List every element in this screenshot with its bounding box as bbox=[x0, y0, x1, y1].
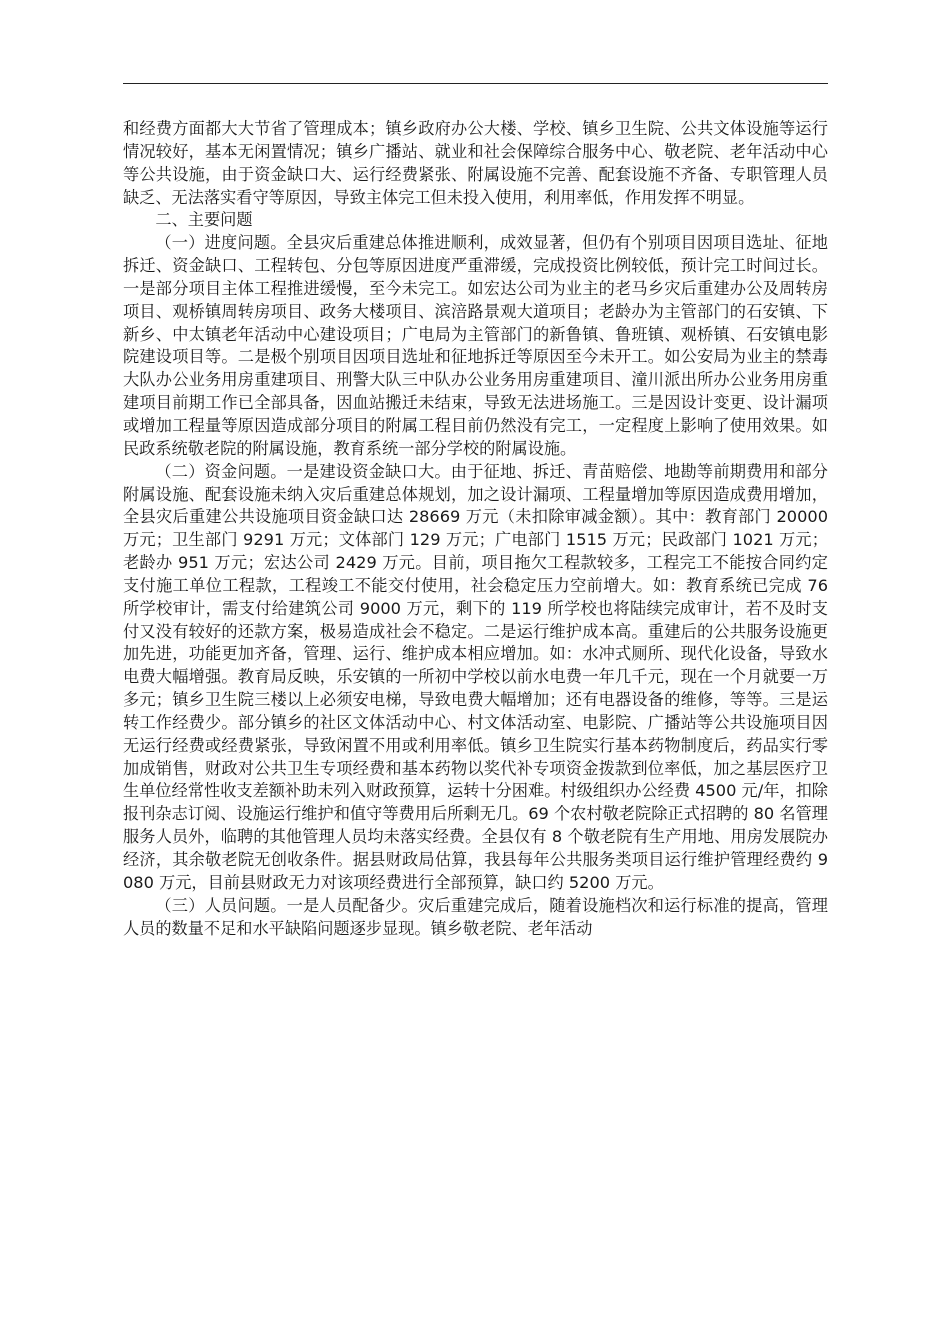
header-rule bbox=[123, 83, 828, 84]
body-paragraph: （三）人员问题。一是人员配备少。灾后重建完成后，随着设施档次和运行标准的提高，管理人员的数量不足和水平缺陷问题逐步显现。镇乡敬老院、老年活动 bbox=[123, 895, 828, 938]
section-heading: 二、主要问题 bbox=[155, 210, 253, 230]
body-paragraph: （一）进度问题。全县灾后重建总体推进顺利，成效显著，但仍有个别项目因项目选址、征地拆迁、资金缺口、工程转包、分包等原因进度严重滞缓，完成投资比例较低，预计完工时间过长。一是部分项目主体工程推进缓慢，至今未完工。如宏达公司为业主的老马乡灾后重建办公及周转房项目、观桥镇周转房项目、政务大楼项目、滨涪路景观大道项目；老龄办为主管部门的石安镇、下新乡、中太镇老年活动中心建设项目；广电局为主管部门的新鲁镇、鲁班镇、观桥镇、石安镇电影院建设项目等。二是极个别项目因项目选址和征地拆迁等原因至今未开工。如公安局为业主的禁毒大队办公业务用房重建项目、刑警大队三中队办公业务用房重建项目、潼川派出所办公业务用房重建项目前期工作已全部具备，因血站搬迁未结束，导致无法进场施工。三是因设计变更、设计漏项或增加工程量等原因造成部分项目的附属工程目前仍然没有完工，一定程度上影响了使用效果。如民政系统敬老院的附属设施，教育系统一部分学校的附属设施。 bbox=[123, 233, 828, 458]
body-paragraph: （二）资金问题。一是建设资金缺口大。由于征地、拆迁、青苗赔偿、地勘等前期费用和部分附属设施、配套设施未纳入灾后重建总体规划，加之设计漏项、工程量增加等原因造成费用增加，全县灾后重建公共设施项目资金缺口达 28669 万元（未扣除审减金额）。其中：教育部门 20000 万元；卫生部门 9291 万元；文体部门 129 万元；广电部门 1515 万元；民政部门 1021 万元；老龄办 951 万元；宏达公司 2429 万元。目前，项目拖欠工程款较多，工程完工不能按合同约定支付施工单位工程款，工程竣工不能交付使用，社会稳定压力空前增大。如：教育系统已完成 76 所学校审计，需支付给建筑公司 9000 万元，剩下的 119 所学校也将陆续完成审计，若不及时支付又没有较好的还款方案，极易造成社会不稳定。二是运行维护成本高。重建后的公共服务设施更加先进，功能更加齐备，管理、运行、维护成本相应增加。如：水冲式厕所、现代化设备，导致水电费大幅增强。教育局反映，乐安镇的一所初中学校以前水电费一年几千元，现在一个月就要一万多元；镇乡卫生院三楼以上必须安电梯，导致电费大幅增加；还有电器设备的维修，等等。三是运转工作经费少。部分镇乡的社区文体活动中心、村文体活动室、电影院、广播站等公共设施项目因无运行经费或经费紧张，导致闲置不用或利用率低。镇乡卫生院实行基本药物制度后，药品实行零加成销售，财政对公共卫生专项经费和基本药物以奖代补专项资金拨款到位率低，加之基层医疗卫生单位经常性收支差额补助未列入财政预算，运转十分困难。村级组织办公经费 4500 元/年，扣除报刊杂志订阅、设施运行维护和值守等费用后所剩无几。69 个农村敬老院除正式招聘的 80 名管理服务人员外，临聘的其他管理人员均未落实经费。全县仅有 8 个敬老院有生产用地、用房发展院办经济，其余敬老院无创收条件。据县财政局估算，我县每年公共服务类项目运行维护管理经费约 9080 万元，目前县财政无力对该项经费进行全部预算，缺口约 5200 万元。 bbox=[123, 461, 828, 892]
document-body bbox=[123, 118, 828, 940]
body-paragraph: 和经费方面都大大节省了管理成本；镇乡政府办公大楼、学校、镇乡卫生院、公共文体设施等运行情况较好，基本无闲置情况；镇乡广播站、就业和社会保障综合服务中心、敬老院、老年活动中心等公共设施，由于资金缺口大、运行经费紧张、附属设施不完善、配套设施不齐备、专职管理人员缺乏、无法落实看守等原因，导致主体完工但未投入使用，利用率低，作用发挥不明显。 bbox=[123, 119, 828, 207]
